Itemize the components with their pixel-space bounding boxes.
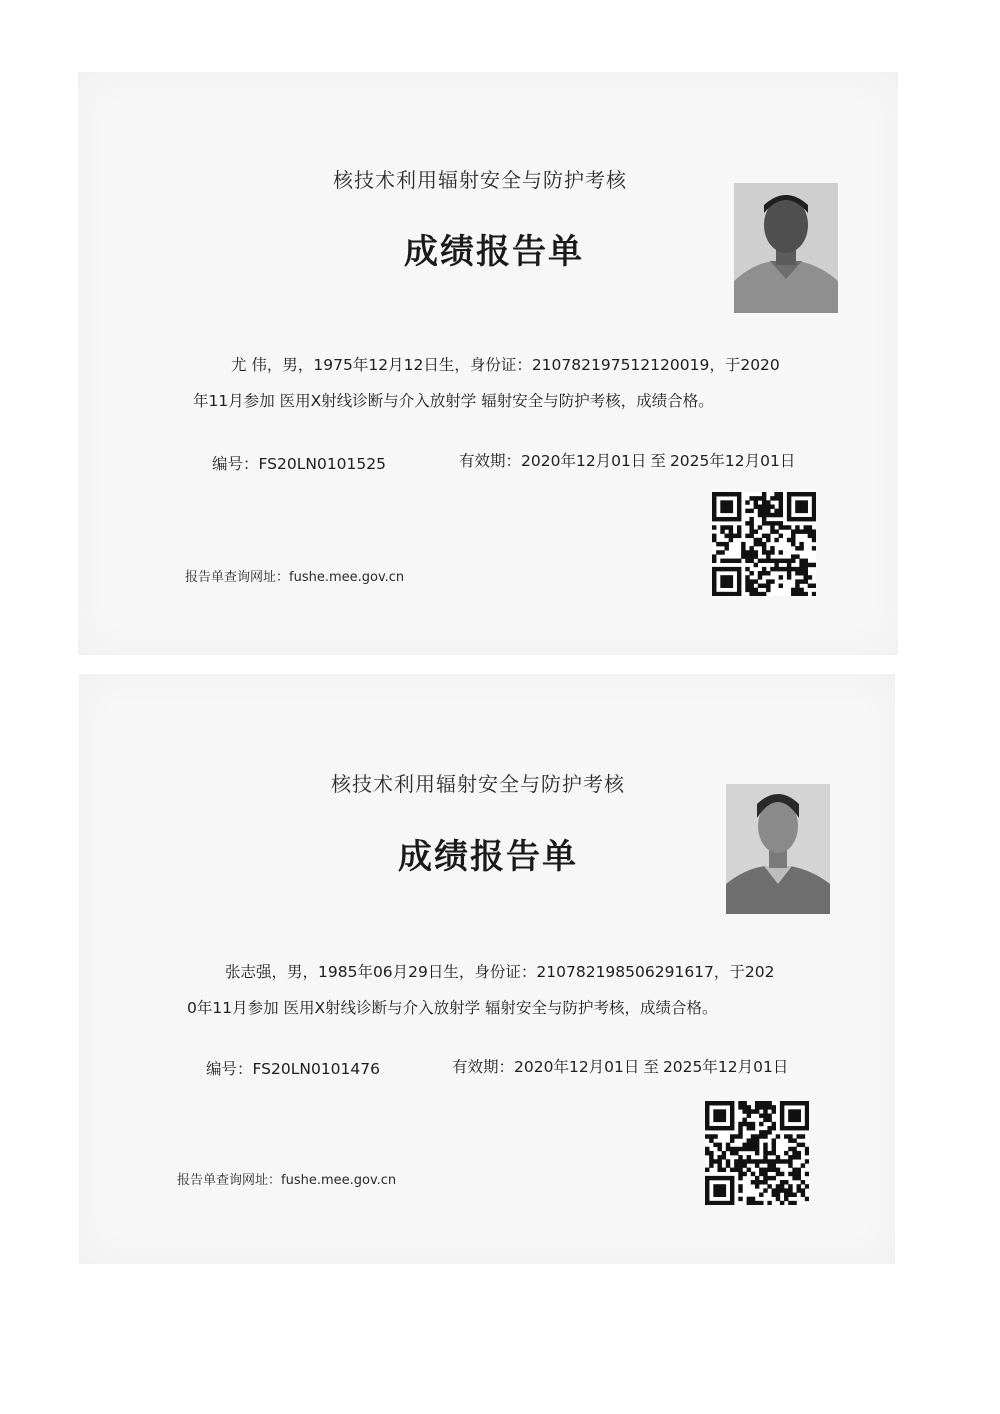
applicant-statement-line-1: 张志强，男，1985年06月29日生，身份证：210782198506291617，于202 bbox=[225, 963, 775, 981]
applicant-photo bbox=[726, 784, 830, 914]
valid-from-date: 2020年12月01日 bbox=[521, 452, 647, 470]
qr-code[interactable] bbox=[705, 1101, 809, 1205]
applicant-statement-line-2: 年11月参加 医用X射线诊断与介入放射学 辐射安全与防护考核，成绩合格。 bbox=[193, 392, 714, 410]
certificate-sheet-1 bbox=[78, 72, 898, 655]
validity-period bbox=[459, 449, 795, 471]
qr-code[interactable] bbox=[712, 492, 816, 596]
validity-label: 有效期： bbox=[459, 452, 522, 470]
applicant-photo bbox=[734, 183, 838, 313]
query-website-label: 报告单查询网址： bbox=[185, 570, 290, 585]
certificate-number-label: 编号： bbox=[212, 455, 259, 473]
certificate-number bbox=[212, 452, 386, 474]
certificate-number bbox=[206, 1057, 380, 1079]
applicant-statement-line-2: 0年11月参加 医用X射线诊断与介入放射学 辐射安全与防护考核，成绩合格。 bbox=[187, 999, 718, 1017]
report-title: 成绩报告单 bbox=[404, 232, 584, 272]
query-website bbox=[185, 566, 404, 585]
valid-to-word: 至 bbox=[650, 452, 666, 470]
certificate-number-value: FS20LN0101525 bbox=[258, 455, 386, 473]
valid-to-date: 2025年12月01日 bbox=[662, 1058, 789, 1076]
certificate-number-label: 编号： bbox=[206, 1060, 253, 1078]
applicant-statement-line-1: 尤 伟，男，1975年12月12日生，身份证：210782197512120019，于2020 bbox=[231, 356, 780, 374]
valid-from-date: 2020年12月01日 bbox=[514, 1058, 640, 1076]
valid-to-word: 至 bbox=[643, 1058, 659, 1076]
valid-to-date: 2025年12月01日 bbox=[669, 452, 796, 470]
query-website-url[interactable]: fushe.mee.gov.cn bbox=[289, 570, 405, 585]
validity-label: 有效期： bbox=[452, 1058, 515, 1076]
exam-title: 核技术利用辐射安全与防护考核 bbox=[333, 168, 627, 192]
query-website-url[interactable]: fushe.mee.gov.cn bbox=[281, 1173, 397, 1188]
query-website-label: 报告单查询网址： bbox=[177, 1173, 282, 1188]
report-title: 成绩报告单 bbox=[398, 837, 578, 877]
certificate-number-value: FS20LN0101476 bbox=[252, 1060, 380, 1078]
certificate-sheet-2 bbox=[79, 674, 895, 1264]
exam-title: 核技术利用辐射安全与防护考核 bbox=[331, 772, 625, 796]
validity-period bbox=[452, 1055, 788, 1077]
query-website bbox=[177, 1169, 396, 1188]
